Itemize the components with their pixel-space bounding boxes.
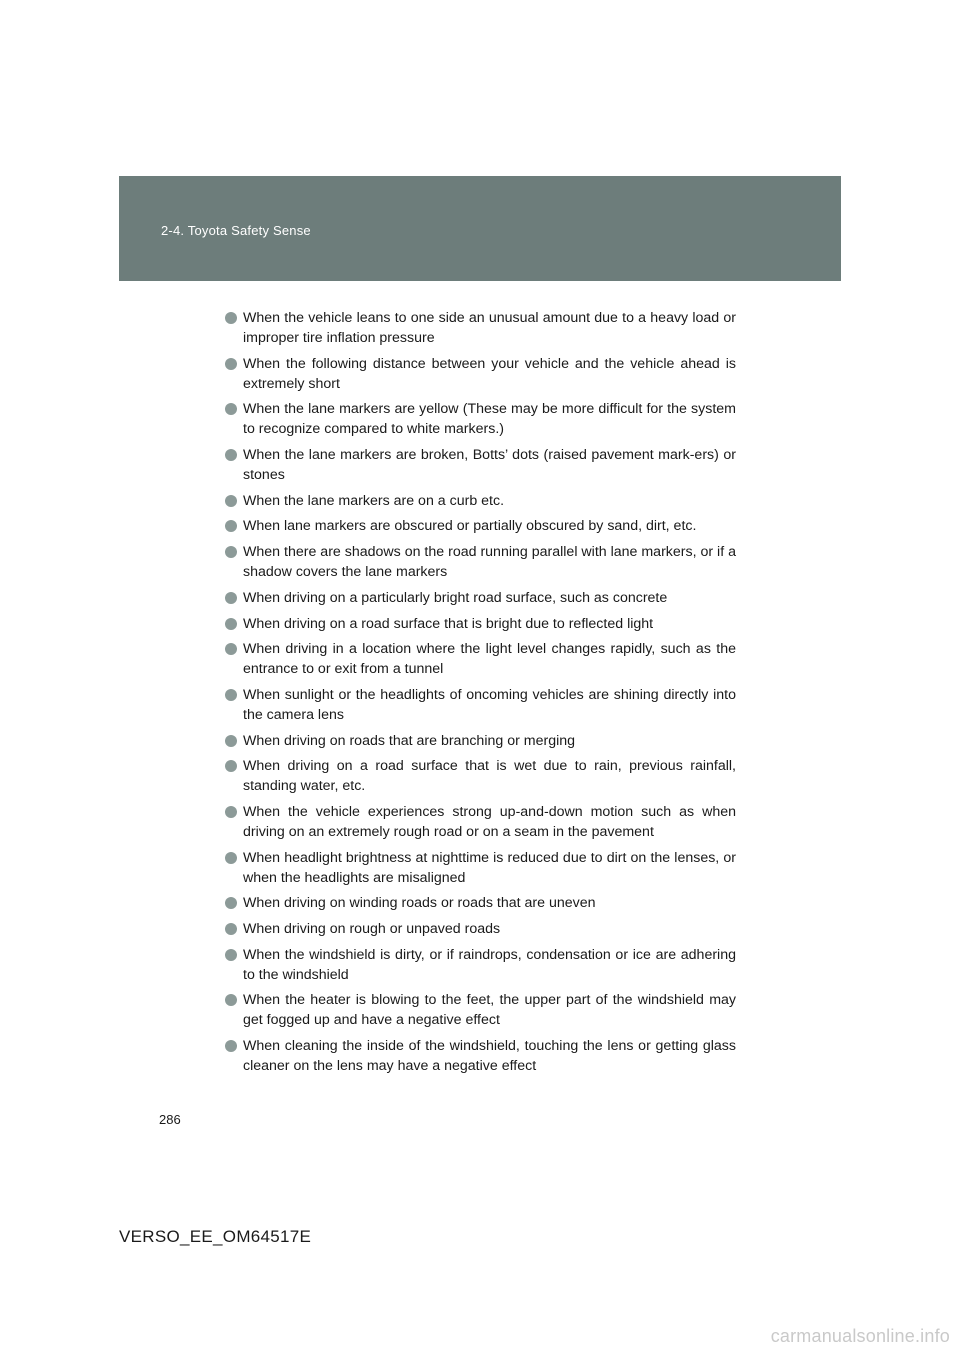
list-item (224, 990, 736, 1030)
page-number: 286 (159, 1112, 181, 1127)
bullet-icon (225, 806, 237, 818)
section-title: 2-4. Toyota Safety Sense (161, 223, 311, 238)
bullet-icon (225, 897, 237, 909)
list-item-text: When driving on winding roads or roads that are uneven (243, 895, 596, 912)
list-item-text: When driving on a road surface that is bright due to reflected light (243, 615, 654, 632)
bullet-icon (225, 949, 237, 961)
document-code: VERSO_EE_OM64517E (119, 1227, 312, 1246)
list-item (224, 399, 736, 439)
bullet-icon (225, 403, 237, 415)
list-item (224, 802, 736, 842)
section-header-band (119, 176, 841, 281)
list-item-text: When the lane markers are broken, Botts’ dots (raised pavement mark-ers) or stones (243, 447, 736, 484)
list-item-text: When driving on a road surface that is wet due to rain, previous rainfall, standing water, etc. (243, 758, 736, 795)
list-item (224, 354, 736, 394)
list-item-text: When headlight brightness at nighttime is reduced due to dirt on the lenses, or when the headlights are misaligned (243, 849, 736, 886)
bullet-icon (225, 358, 237, 370)
bullet-icon (225, 312, 237, 324)
list-item-text: When driving on roads that are branching or merging (243, 732, 576, 749)
list-item (224, 756, 736, 796)
bullet-icon (225, 592, 237, 604)
list-item-text: When the following distance between your vehicle and the vehicle ahead is extremely short (243, 355, 736, 392)
list-item (224, 516, 736, 536)
list-item (224, 614, 736, 634)
list-item (224, 1036, 736, 1076)
list-item (224, 731, 736, 751)
list-item-text: When the vehicle leans to one side an unusual amount due to a heavy load or improper tire inflation pressure (243, 310, 736, 346)
list-item-text: When the heater is blowing to the feet, the upper part of the windshield may get fogged up and have a negative effect (243, 992, 736, 1029)
list-item-text: When there are shadows on the road running parallel with lane markers, or if a shadow covers the lane markers (243, 544, 736, 581)
watermark: carmanualsonline.info (770, 1326, 950, 1346)
bullet-icon (225, 735, 237, 747)
bullet-icon (225, 760, 237, 772)
list-item-text: When driving on rough or unpaved roads (243, 921, 501, 937)
bullet-icon (225, 449, 237, 461)
list-item (224, 308, 736, 348)
list-item (224, 945, 736, 985)
list-item-text: When the vehicle experiences strong up-and-down motion such as when driving on an extremely rough road or on a seam in the pavement (243, 803, 736, 840)
list-item (224, 445, 736, 485)
bullet-list (224, 308, 736, 1082)
list-item (224, 919, 736, 939)
list-item (224, 685, 736, 725)
bullet-icon (225, 994, 237, 1006)
list-item (224, 542, 736, 582)
list-item-text: When sunlight or the headlights of oncoming vehicles are shining directly into the camera lens (243, 686, 736, 723)
list-item (224, 491, 736, 511)
list-item (224, 893, 736, 913)
list-item-text: When driving on a particularly bright road surface, such as concrete (243, 589, 668, 606)
list-item-text: When lane markers are obscured or partially obscured by sand, dirt, etc. (243, 518, 697, 535)
bullet-icon (225, 520, 237, 532)
bullet-icon (225, 618, 237, 630)
bullet-icon (225, 689, 237, 701)
bullet-icon (225, 1040, 237, 1052)
bullet-icon (225, 643, 237, 655)
bullet-icon (225, 546, 237, 558)
list-item-text: When the windshield is dirty, or if raindrops, condensation or ice are adhering to the windshield (243, 946, 736, 983)
list-item-text: When the lane markers are yellow (These may be more difficult for the system to recognize compared to white markers.) (243, 401, 736, 438)
list-item (224, 639, 736, 679)
bullet-icon (225, 923, 237, 935)
list-item-text: When driving in a location where the light level changes rapidly, such as the entrance to or exit from a tunnel (243, 641, 736, 678)
list-item (224, 588, 736, 608)
bullet-icon (225, 495, 237, 507)
list-item (224, 848, 736, 888)
list-item-text: When cleaning the inside of the windshield, touching the lens or getting glass cleaner on the lens may have a negative effect (243, 1038, 736, 1075)
list-item-text: When the lane markers are on a curb etc. (243, 492, 505, 509)
bullet-icon (225, 852, 237, 864)
